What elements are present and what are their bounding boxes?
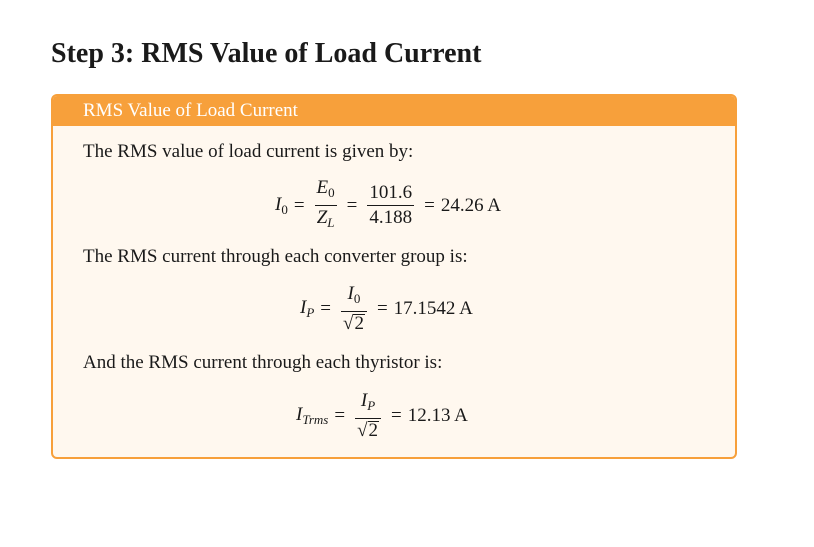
equals-sign: =: [391, 405, 402, 426]
intro-text: The RMS value of load current is given by:: [83, 141, 414, 162]
final-text: And the RMS current through each thyristor is:: [83, 352, 443, 373]
page-title: Step 3: RMS Value of Load Current: [51, 38, 482, 69]
fraction-e0-zl: $\frac{E_0}{Z_L}$: [315, 178, 337, 233]
equals-sign: =: [346, 194, 358, 216]
equals-sign: =: [320, 298, 331, 319]
middle-text: The RMS current through each converter group is:: [83, 246, 468, 267]
equals-sign: =: [424, 194, 435, 216]
fraction-ip-sqrt2: $I_P$ √ 2: [355, 391, 381, 441]
fraction-numeric: $\frac{101.6}{4.188}$: [369, 182, 413, 228]
equation-load-current: [275, 178, 501, 233]
lhs-i0: $I_0$: [275, 193, 288, 217]
equals-sign: =: [293, 194, 305, 216]
equation-thyristor-current: [296, 391, 468, 441]
rms-current-box: [51, 94, 737, 459]
fraction-i0-sqrt2: $I_0$ √ 2: [341, 284, 367, 334]
equation-group-current: [300, 284, 473, 334]
box-title: RMS Value of Load Current: [53, 96, 735, 126]
result-thyristor-current: 12.13 A: [407, 405, 468, 426]
equals-sign: =: [376, 298, 388, 319]
lhs-ip: $I_P$: [300, 297, 315, 320]
result-load-current: 24.26 A: [440, 194, 502, 216]
lhs-itrms: $I_{Trms}$: [296, 404, 329, 427]
equals-sign: =: [334, 405, 346, 426]
result-group-current: 17.1542 A: [393, 298, 473, 319]
